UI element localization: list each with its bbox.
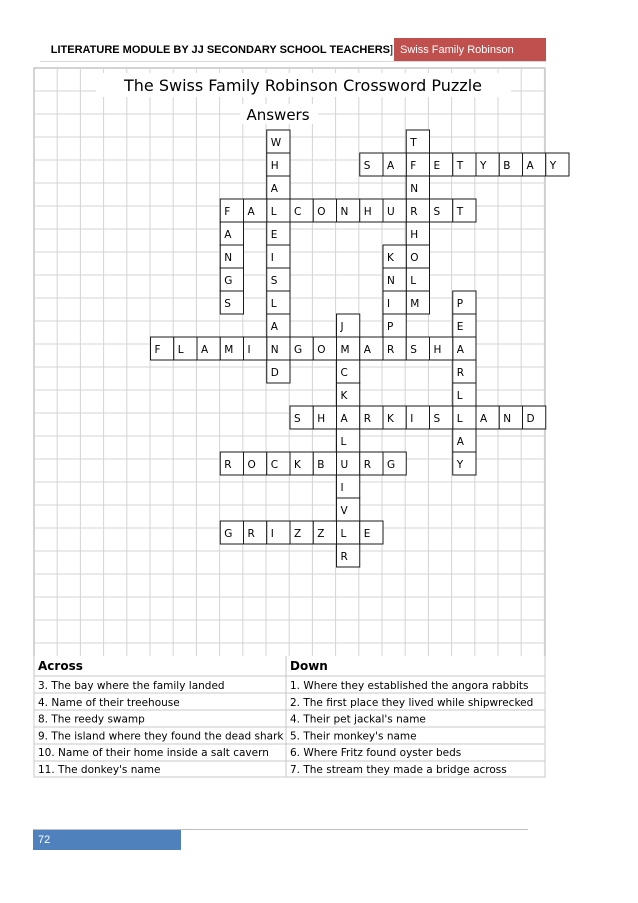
cell-letter: Y bbox=[549, 160, 557, 172]
cell-letter: N bbox=[270, 344, 279, 356]
cell-letter: Y bbox=[480, 160, 487, 172]
module-title: LITERATURE MODULE BY JJ SECONDARY SCHOOL TEACHERS bbox=[50, 44, 390, 56]
cell-letter: S bbox=[294, 413, 301, 425]
down-clue: 1. Where they established the angora rabbits bbox=[290, 680, 529, 692]
cell-letter: C bbox=[294, 206, 302, 218]
cell-letter: H bbox=[363, 206, 372, 218]
cell-letter: L bbox=[340, 528, 347, 540]
cell-letter: S bbox=[363, 160, 371, 172]
cell-letter: O bbox=[317, 206, 326, 218]
cell-letter: L bbox=[456, 390, 463, 402]
down-clue: 4. Their pet jackal's name bbox=[290, 713, 426, 726]
cell-letter: G bbox=[294, 344, 303, 356]
down-clue: 7. The stream they made a bridge across bbox=[290, 764, 507, 776]
across-clue: 9. The island where they found the dead shark bbox=[38, 730, 284, 743]
cell-letter: E bbox=[456, 321, 464, 333]
cell-letter: R bbox=[387, 344, 395, 356]
cell-letter: A bbox=[456, 344, 464, 356]
cell-letter: N bbox=[224, 252, 233, 264]
cell-letter: G bbox=[387, 459, 396, 471]
cell-letter: A bbox=[270, 321, 278, 333]
cell-letter: R bbox=[247, 528, 255, 540]
cell-letter: I bbox=[270, 528, 274, 540]
cell-letter: F bbox=[224, 206, 231, 218]
cell-letter: B bbox=[317, 459, 325, 471]
down-clue: 2. The first place they lived while shipwrecked bbox=[290, 696, 534, 709]
cell-letter: R bbox=[456, 367, 465, 379]
cell-letter: K bbox=[387, 252, 394, 264]
cell-letter: I bbox=[247, 344, 251, 356]
cell-letter: E bbox=[363, 528, 371, 540]
cell-letter: S bbox=[270, 275, 278, 287]
cell-letter: E bbox=[270, 229, 278, 241]
cell-letter: M bbox=[340, 344, 350, 356]
cell-letter: O bbox=[247, 459, 256, 471]
puzzle-title: The Swiss Family Robinson Crossword Puzzle bbox=[123, 76, 483, 95]
cell-letter: L bbox=[340, 436, 347, 448]
cell-letter: G bbox=[224, 528, 233, 540]
down-heading: Down bbox=[290, 659, 328, 673]
cell-letter: H bbox=[410, 229, 419, 241]
cell-letter: K bbox=[387, 413, 394, 425]
cell-letter: H bbox=[317, 413, 326, 425]
cell-letter: I bbox=[410, 413, 414, 425]
cell-letter: L bbox=[177, 344, 184, 356]
cell-letter: K bbox=[294, 459, 301, 471]
cell-letter: S bbox=[433, 206, 441, 218]
cell-letter: L bbox=[270, 206, 277, 218]
cell-letter: A bbox=[247, 206, 255, 218]
cell-letter: I bbox=[340, 482, 344, 494]
cell-letter: R bbox=[363, 459, 372, 471]
cell-letter: S bbox=[433, 413, 441, 425]
cell-letter: E bbox=[433, 160, 441, 172]
down-clue: 5. Their monkey's name bbox=[290, 730, 417, 743]
cell-letter: Z bbox=[317, 528, 325, 540]
cell-letter: T bbox=[456, 160, 464, 172]
across-clue: 11. The donkey's name bbox=[38, 764, 161, 776]
cell-letter: A bbox=[456, 436, 464, 448]
cell-letter: G bbox=[224, 275, 233, 287]
cell-letter: A bbox=[201, 344, 209, 356]
cell-letter: Y bbox=[456, 459, 464, 471]
cell-letter: L bbox=[410, 275, 417, 287]
cell-letter: N bbox=[387, 275, 395, 287]
cell-letter: N bbox=[503, 413, 512, 425]
page-number: 72 bbox=[38, 834, 51, 846]
cell-letter: B bbox=[503, 160, 511, 172]
cell-letter: C bbox=[270, 459, 279, 471]
cell-letter: O bbox=[410, 252, 419, 264]
across-clue: 8. The reedy swamp bbox=[38, 713, 145, 726]
cell-letter: L bbox=[456, 413, 463, 425]
across-heading: Across bbox=[38, 659, 83, 673]
cell-letter: F bbox=[154, 344, 161, 356]
cell-letter: D bbox=[526, 413, 535, 425]
cell-letter: A bbox=[526, 160, 534, 172]
header-bracket: ] bbox=[390, 44, 394, 56]
book-title-tab: Swiss Family Robinson bbox=[394, 38, 546, 62]
clue-table bbox=[34, 656, 545, 777]
cell-letter: I bbox=[387, 298, 391, 310]
cell-letter: S bbox=[410, 344, 417, 356]
cell-letter: V bbox=[340, 505, 348, 517]
cell-letter: P bbox=[387, 321, 394, 333]
footer-page-box bbox=[33, 830, 181, 850]
cell-letter: A bbox=[363, 344, 371, 356]
cell-letter: R bbox=[340, 551, 348, 563]
across-clue: 3. The bay where the family landed bbox=[38, 680, 225, 692]
cell-letter: F bbox=[410, 160, 417, 172]
cell-letter: S bbox=[224, 298, 231, 310]
cell-letter: U bbox=[387, 206, 395, 218]
cell-letter: N bbox=[340, 206, 349, 218]
cell-letter: O bbox=[317, 344, 326, 356]
cell-letter: D bbox=[270, 367, 279, 379]
cell-letter: C bbox=[340, 367, 348, 379]
cell-letter: R bbox=[224, 459, 232, 471]
cell-letter: R bbox=[410, 206, 418, 218]
cell-letter: A bbox=[224, 229, 232, 241]
cell-letter: T bbox=[456, 206, 464, 218]
cell-letter: W bbox=[270, 137, 282, 149]
cell-letter: N bbox=[410, 183, 419, 195]
cell-letter: Z bbox=[294, 528, 302, 540]
cell-letter: I bbox=[270, 252, 274, 264]
cell-letter: H bbox=[433, 344, 442, 356]
cell-letter: L bbox=[270, 298, 277, 310]
cell-letter: A bbox=[480, 413, 488, 425]
across-clue: 4. Name of their treehouse bbox=[38, 696, 180, 709]
cell-letter: J bbox=[340, 321, 344, 333]
down-clue: 6. Where Fritz found oyster beds bbox=[290, 747, 462, 760]
cell-letter: P bbox=[456, 298, 464, 310]
cell-letter: U bbox=[340, 459, 349, 471]
puzzle-subtitle: Answers bbox=[246, 106, 310, 124]
cell-letter: M bbox=[410, 298, 420, 310]
cell-letter: A bbox=[387, 160, 395, 172]
cell-letter: H bbox=[270, 160, 279, 172]
cell-letter: A bbox=[340, 413, 348, 425]
cell-letter: T bbox=[410, 137, 417, 149]
cell-letter: R bbox=[363, 413, 372, 425]
across-clue: 10. Name of their home inside a salt cavern bbox=[38, 747, 269, 760]
cell-letter: K bbox=[340, 390, 348, 402]
cell-letter: M bbox=[224, 344, 234, 356]
cell-letter: A bbox=[270, 183, 278, 195]
